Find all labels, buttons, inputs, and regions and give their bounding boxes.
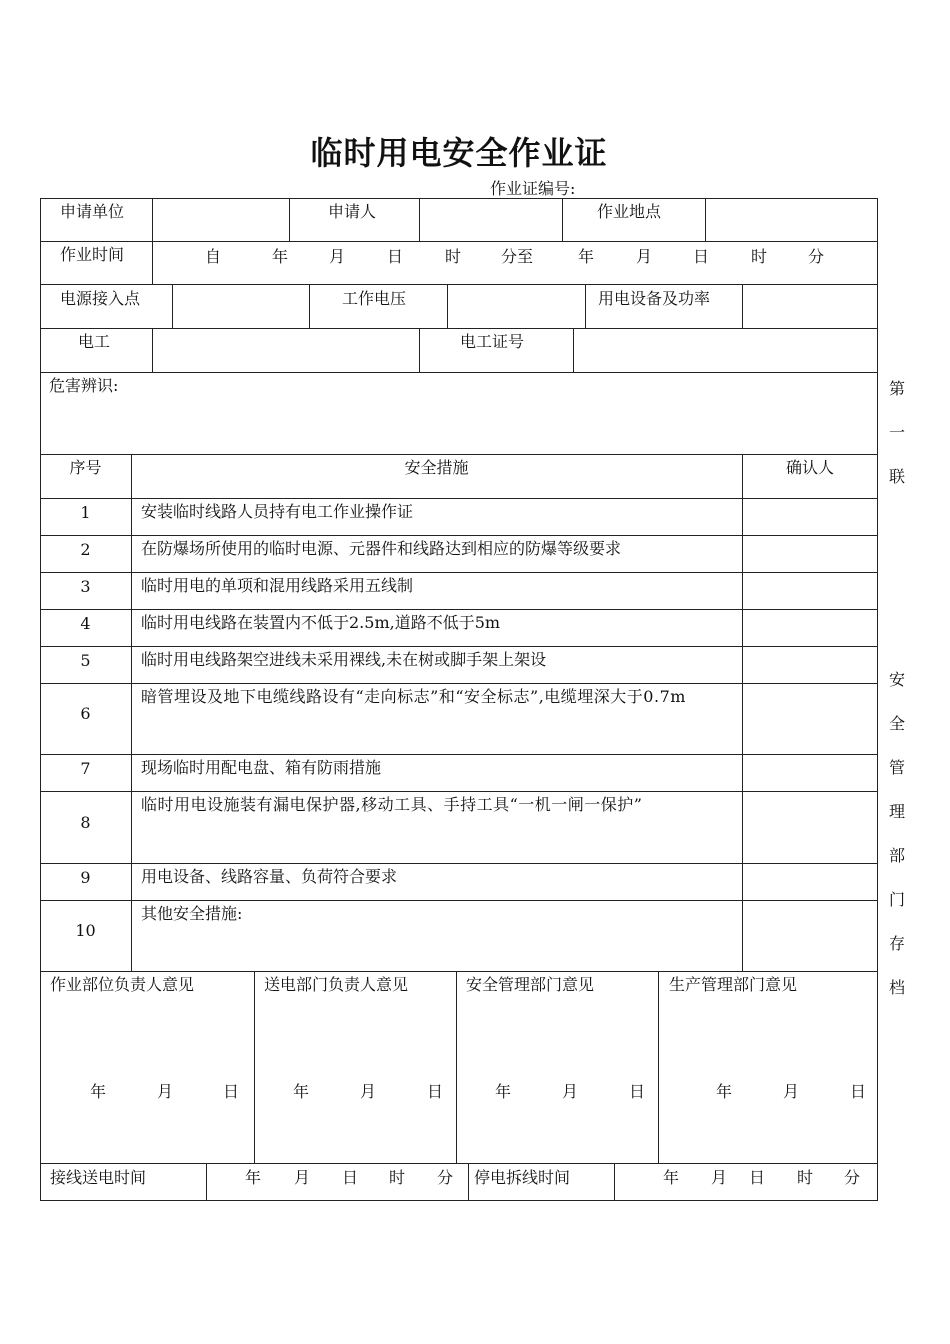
measure-text: 暗管埋设及地下电缆线路设有“走向标志”和“安全标志”,电缆埋深大于0.7m bbox=[141, 687, 686, 706]
connect-day: 日 bbox=[342, 1168, 359, 1187]
time-minute-end: 分 bbox=[808, 247, 825, 266]
opinion-month: 月 bbox=[783, 1082, 800, 1101]
col-divider bbox=[468, 1163, 469, 1200]
opinion-month: 月 bbox=[360, 1082, 377, 1101]
copy-number-label bbox=[884, 367, 910, 499]
measure-no: 8 bbox=[80, 813, 91, 832]
measure-no: 7 bbox=[80, 759, 91, 778]
page-title: 临时用电安全作业证 bbox=[310, 134, 608, 172]
measure-text: 在防爆场所使用的临时电源、元器件和线路达到相应的防爆等级要求 bbox=[141, 539, 622, 558]
opinion-year: 年 bbox=[716, 1082, 733, 1101]
col-divider bbox=[206, 1163, 207, 1200]
side-char: 部 bbox=[888, 846, 905, 865]
col-divider bbox=[152, 241, 153, 284]
row-divider bbox=[40, 498, 878, 499]
col-divider bbox=[172, 284, 173, 328]
opinion-month: 月 bbox=[157, 1082, 174, 1101]
measure-text: 安装临时线路人员持有电工作业操作证 bbox=[141, 502, 414, 521]
disconnect-minute: 分 bbox=[844, 1168, 861, 1187]
row-divider bbox=[40, 372, 878, 373]
work-location-label: 作业地点 bbox=[597, 202, 662, 221]
row-divider bbox=[40, 241, 878, 242]
row-divider bbox=[40, 900, 878, 901]
opinion-day: 日 bbox=[850, 1082, 867, 1101]
disconnect-month: 月 bbox=[711, 1168, 728, 1187]
opinion-day: 日 bbox=[223, 1082, 240, 1101]
side-char: 存 bbox=[888, 934, 905, 953]
equipment-power-label: 用电设备及功率 bbox=[598, 289, 711, 308]
measure-text: 其他安全措施: bbox=[141, 904, 243, 923]
permit-number-label: 作业证编号: bbox=[490, 179, 576, 198]
col-divider bbox=[705, 198, 706, 241]
row-divider bbox=[40, 863, 878, 864]
row-divider bbox=[40, 646, 878, 647]
col-divider bbox=[152, 328, 153, 372]
row-divider bbox=[40, 572, 878, 573]
time-year-start: 年 bbox=[272, 247, 289, 266]
opinion-power-dept-label: 送电部门负责人意见 bbox=[264, 975, 409, 994]
side-char: 档 bbox=[888, 978, 905, 997]
time-hour-end: 时 bbox=[751, 247, 768, 266]
time-from: 自 bbox=[205, 247, 222, 266]
side-char: 安 bbox=[888, 670, 905, 689]
time-hour-start: 时 bbox=[445, 247, 462, 266]
measure-text: 临时用电的单项和混用线路采用五线制 bbox=[141, 576, 414, 595]
measure-no: 2 bbox=[80, 540, 91, 559]
col-divider bbox=[742, 284, 743, 328]
row-divider bbox=[40, 754, 878, 755]
col-divider bbox=[658, 971, 659, 1163]
side-char: 全 bbox=[888, 714, 905, 733]
disconnect-hour: 时 bbox=[797, 1168, 814, 1187]
measure-no: 6 bbox=[80, 704, 91, 723]
measure-text: 现场临时用配电盘、箱有防雨措施 bbox=[141, 758, 382, 777]
row-divider bbox=[40, 284, 878, 285]
opinion-year: 年 bbox=[293, 1082, 310, 1101]
measures-header-no: 序号 bbox=[69, 458, 102, 477]
time-day-start: 日 bbox=[387, 247, 404, 266]
col-divider bbox=[254, 971, 255, 1163]
col-divider bbox=[456, 971, 457, 1163]
col-divider bbox=[419, 198, 420, 241]
side-char: 管 bbox=[888, 758, 905, 777]
col-divider bbox=[289, 198, 290, 241]
col-divider bbox=[309, 284, 310, 328]
measures-header-confirm: 确认人 bbox=[785, 458, 834, 477]
electrician-cert-label: 电工证号 bbox=[460, 332, 525, 351]
side-char: 门 bbox=[888, 890, 905, 909]
measure-no: 4 bbox=[80, 614, 91, 633]
opinion-month: 月 bbox=[562, 1082, 579, 1101]
opinion-year: 年 bbox=[90, 1082, 107, 1101]
power-access-label: 电源接入点 bbox=[60, 289, 141, 308]
measure-no: 1 bbox=[80, 503, 91, 522]
time-month-end: 月 bbox=[636, 247, 653, 266]
col-divider bbox=[614, 1163, 615, 1200]
opinion-production-dept-label: 生产管理部门意见 bbox=[669, 975, 798, 994]
row-divider bbox=[40, 1163, 878, 1164]
row-divider bbox=[40, 609, 878, 610]
row-divider bbox=[40, 971, 878, 972]
apply-unit-label: 申请单位 bbox=[60, 202, 125, 221]
opinion-safety-dept-label: 安全管理部门意见 bbox=[466, 975, 595, 994]
measure-no: 3 bbox=[80, 577, 91, 596]
disconnect-time-label: 停电拆线时间 bbox=[474, 1168, 571, 1187]
time-minute-to: 分至 bbox=[501, 247, 534, 266]
disconnect-day: 日 bbox=[749, 1168, 766, 1187]
opinion-year: 年 bbox=[495, 1082, 512, 1101]
form-border-left bbox=[40, 198, 41, 1201]
col-divider bbox=[742, 454, 743, 971]
measure-no: 10 bbox=[75, 921, 96, 940]
side-char: 理 bbox=[888, 802, 905, 821]
col-divider bbox=[573, 328, 574, 372]
archive-label bbox=[884, 658, 910, 1010]
connect-power-time-label: 接线送电时间 bbox=[50, 1168, 147, 1187]
work-time-label: 作业时间 bbox=[60, 245, 125, 264]
side-char: 联 bbox=[888, 467, 905, 486]
applicant-label: 申请人 bbox=[328, 202, 377, 221]
time-month-start: 月 bbox=[329, 247, 346, 266]
form-border-top bbox=[40, 198, 878, 199]
connect-month: 月 bbox=[294, 1168, 311, 1187]
col-divider bbox=[419, 328, 420, 372]
opinion-day: 日 bbox=[629, 1082, 646, 1101]
hazard-identification-label: 危害辨识: bbox=[49, 376, 119, 395]
opinion-work-area-label: 作业部位负责人意见 bbox=[50, 975, 195, 994]
row-divider bbox=[40, 535, 878, 536]
connect-year: 年 bbox=[245, 1168, 262, 1187]
col-divider bbox=[562, 198, 563, 241]
measure-text: 用电设备、线路容量、负荷符合要求 bbox=[141, 867, 398, 886]
measure-text: 临时用电线路架空进线未采用裸线,未在树或脚手架上架设 bbox=[141, 650, 547, 669]
form-border-right bbox=[877, 198, 878, 1201]
row-divider bbox=[40, 454, 878, 455]
measure-text: 临时用电线路在装置内不低于2.5m,道路不低于5m bbox=[141, 613, 501, 632]
measure-no: 5 bbox=[80, 651, 91, 670]
opinion-day: 日 bbox=[427, 1082, 444, 1101]
measure-no: 9 bbox=[80, 868, 91, 887]
time-day-end: 日 bbox=[693, 247, 710, 266]
col-divider bbox=[131, 454, 132, 971]
work-voltage-label: 工作电压 bbox=[342, 289, 407, 308]
row-divider bbox=[40, 328, 878, 329]
col-divider bbox=[447, 284, 448, 328]
side-char: 第 bbox=[888, 379, 905, 398]
connect-hour: 时 bbox=[389, 1168, 406, 1187]
col-divider bbox=[585, 284, 586, 328]
side-char: 一 bbox=[888, 423, 905, 442]
measure-text: 临时用电设施装有漏电保护器,移动工具、手持工具“一机一闸一保护” bbox=[141, 795, 643, 814]
permit-form bbox=[40, 198, 878, 1201]
time-year-end: 年 bbox=[578, 247, 595, 266]
connect-minute: 分 bbox=[437, 1168, 454, 1187]
form-border-bottom bbox=[40, 1200, 878, 1201]
measures-header-measure: 安全措施 bbox=[404, 458, 469, 477]
electrician-label: 电工 bbox=[78, 332, 111, 351]
col-divider bbox=[152, 198, 153, 241]
disconnect-year: 年 bbox=[663, 1168, 680, 1187]
